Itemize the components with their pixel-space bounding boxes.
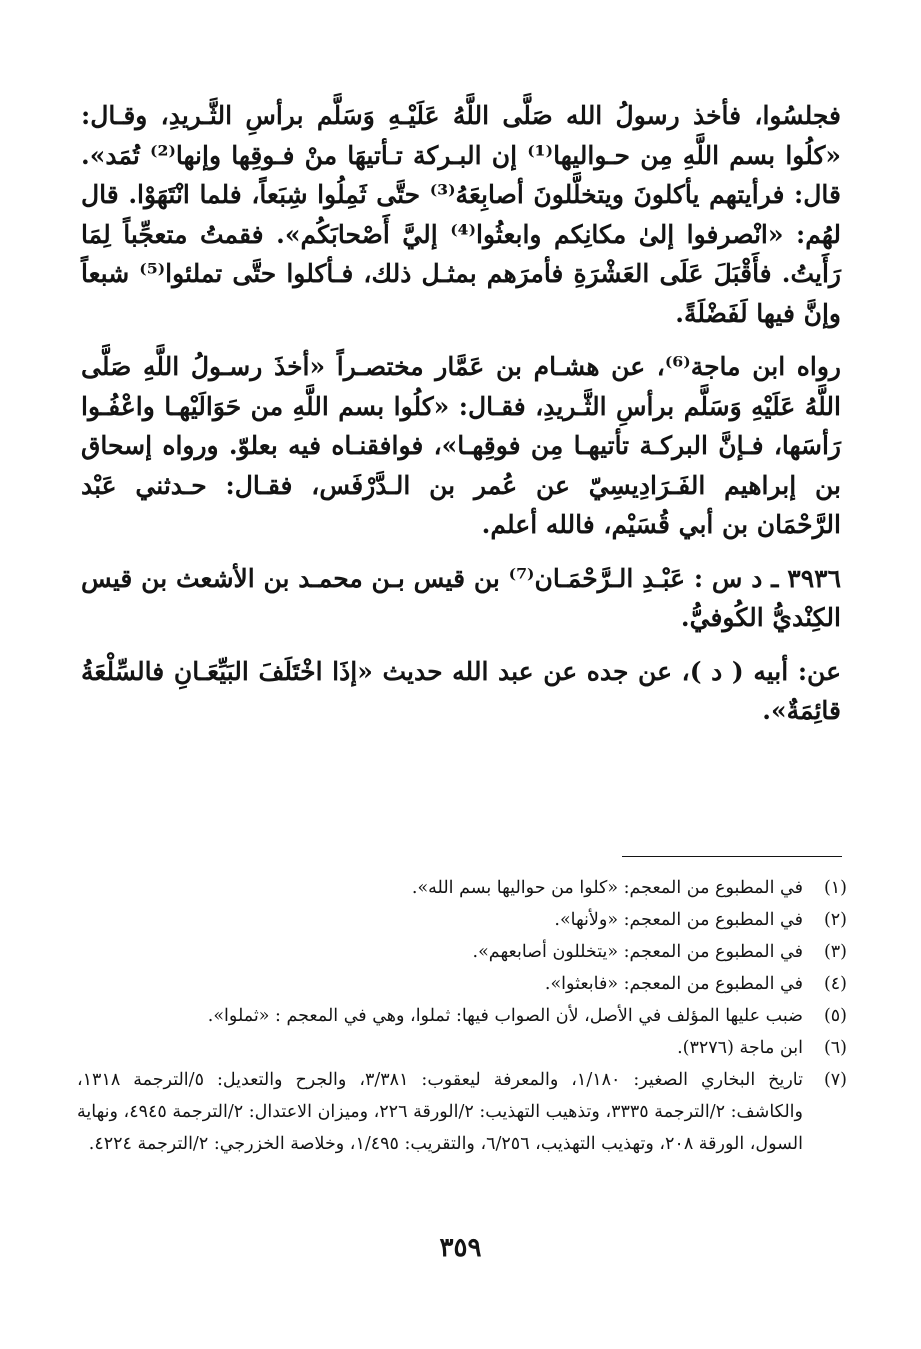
footnote-text: في المطبوع من المعجم: «فابعثوا». bbox=[544, 974, 803, 994]
entry-number: ٣٩٣٦ bbox=[787, 563, 841, 593]
footnote-separator bbox=[622, 856, 842, 857]
footnote bbox=[77, 968, 847, 1000]
footnote-number: (٣) bbox=[823, 942, 847, 962]
footnote-text: في المطبوع من المعجم: «يتخللون أصابعهم». bbox=[472, 942, 803, 962]
footnote-number: (٢) bbox=[823, 910, 847, 930]
footnote-text: ابن ماجة (٣٢٧٦). bbox=[677, 1038, 803, 1058]
footnote-text: ضبب عليها المؤلف في الأصل، لأن الصواب فيها: ثملوا، وهي في المعجم : «ثملوا». bbox=[207, 1006, 803, 1026]
main-text bbox=[81, 96, 841, 731]
footnote bbox=[77, 872, 847, 904]
footnote bbox=[77, 936, 847, 968]
footnote-text: تاريخ البخاري الصغير: ١/١٨٠، والمعرفة ليعقوب: ٣/٣٨١، والجرح والتعديل: ٥/الترجمة ١٣١٨، والكاشف: ٢/الترجمة ٣٣٣٥، وتذهيب التهذيب: ٢/الورقة ٢٢٦، وميزان الاعتدال: ٢/الترجمة ٤٩٤٥، ونهاية السول، الورقة ٢٠٨، وتهذيب التهذيب، ٦/٢٥٦، والتقريب: ١/٤٩٥، وخلاصة الخزرجي: ٢/الترجمة ٤٢٢٤. bbox=[77, 1070, 804, 1154]
footnote-number: (١) bbox=[823, 878, 847, 898]
entry-heading: ـ د س : عَبْـدِ الـرَّحْمَـان⁽⁷⁾ بن قيس بـن محمـد بن الأشعث بن قيس الكِنْديُّ الكُوفيُّ. bbox=[81, 563, 841, 632]
narrated-from-label: عن: bbox=[797, 656, 841, 686]
paragraph-entry bbox=[81, 559, 841, 638]
paragraph-narration: رواه ابن ماجة⁽⁶⁾، عن هشـام بن عَمَّار مختصـراً «أخذَ رسـولُ اللَّهِ صَلَّى اللَّهُ عَلَيْهِ وَسَلَّم برأسِ الثَّـريدِ، فقـال: «كلُوا بسم اللَّهِ من حَوَالَيْهـا واعْفُـوا رَأسَها، فـإنَّ البركـة تأتيهـا مِن فوقِهـا»، فوافقنـاه فيه بعلوّ. ورواه إسحاق بن إبراهيم الفَـرَادِيسِيّ عن عُمر بن الـدَّرْفَس، فقـال: حـدثني عَبْد الرَّحْمَان بن أبي قُسَيْم، فالله أعلم. bbox=[81, 352, 841, 539]
footnote-number: (٦) bbox=[823, 1038, 847, 1058]
paragraph-narrated-from bbox=[81, 652, 841, 731]
footnote-number: (٧) bbox=[823, 1070, 847, 1090]
footnote-number: (٥) bbox=[823, 1006, 847, 1026]
footnote-number: (٤) bbox=[823, 974, 847, 994]
footnote bbox=[77, 1064, 847, 1160]
footnote-text: في المطبوع من المعجم: «ولأنها». bbox=[554, 910, 803, 930]
page-number: ٣٥٩ bbox=[439, 1233, 482, 1263]
paragraph-hadith-text: فجلسُوا، فأخذ رسولُ الله صَلَّى اللَّهُ عَلَيْـهِ وَسَلَّم برأسِ الثَّـريدِ، وقـال: «كلُوا بسم اللَّهِ مِن حـواليها⁽¹⁾ إن البـركة تـأتيهَا منْ فـوقِها وإنها⁽²⁾ تُمَد». قال: فرأيتهم يأكلونَ ويتخلَّلونَ أصابِعَهُ⁽³⁾ حتَّى ثَمِلُوا شِبَعاً، فلما انْتَهَوْا. قال لهُم: «انْصرفوا إلىٰ مكانِكم وابعثُوا⁽⁴⁾ إليَّ أَصْحابَكُم». فقمتُ متعجِّباً لِمَا رَأَيتُ. فأَقْبَلَ عَلَى العَشْرَةِ فأمرَهم بمثـل ذلك، فـأكلوا حتَّى تملئوا⁽⁵⁾ شبعاً وإنَّ فيها لَفَضْلَةً. bbox=[81, 101, 841, 328]
footnote bbox=[77, 1000, 847, 1032]
footnote-text: في المطبوع من المعجم: «كلوا من حواليها بسم الله». bbox=[411, 878, 803, 898]
narrated-from-text: أبيه ( د )، عن جده عن عبد الله حديث «إذَا اخْتَلَفَ البَيِّعَـانِ فالسِّلْعَةُ قائِمَةٌ». bbox=[81, 656, 841, 725]
footnote bbox=[77, 1032, 847, 1064]
footnotes bbox=[77, 872, 847, 1160]
footnote bbox=[77, 904, 847, 936]
